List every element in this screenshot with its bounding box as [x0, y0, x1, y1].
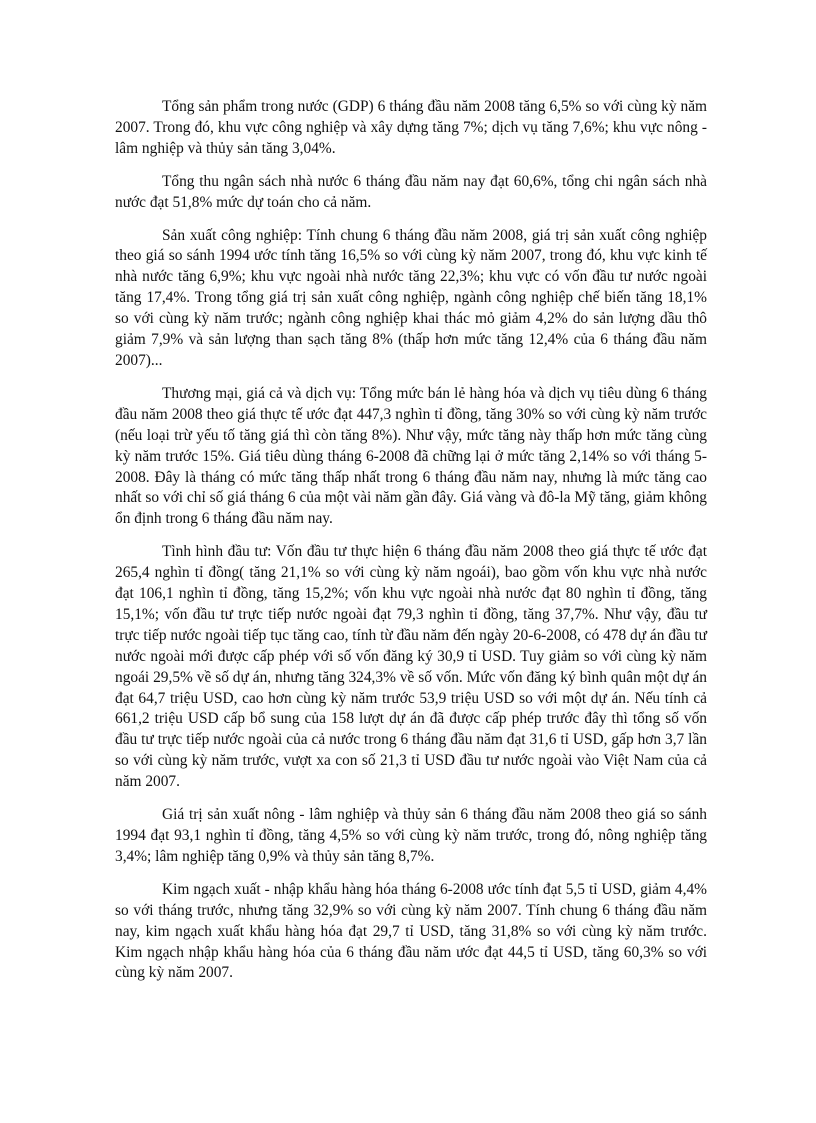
- paragraph-agriculture: Giá trị sản xuất nông - lâm nghiệp và thủy sản 6 tháng đầu năm 2008 theo giá so sánh 1994 đạt 93,1 nghìn tỉ đồng, tăng 4,5% so với cùng kỳ năm trước, trong đó, nông nghiệp tăng 3,4%; lâm nghiệp tăng 0,9% và thủy sản tăng 8,7%.: [115, 806, 707, 865]
- paragraph-budget: Tổng thu ngân sách nhà nước 6 tháng đầu năm nay đạt 60,6%, tổng chi ngân sách nhà nước đạt 51,8% mức dự toán cho cả năm.: [115, 172, 707, 211]
- paragraph-investment: Tình hình đầu tư: Vốn đầu tư thực hiện 6 tháng đầu năm 2008 theo giá thực tế ước đạt 265,4 nghìn tỉ đồng( tăng 21,1% so với cùng kỳ năm ngoái), bao gồm vốn khu vực nhà nước đạt 106,1 nghìn tỉ đồng, tăng 15,2%; vốn khu vực ngoài nhà nước đạt 80 nghìn tỉ đồng, tăng 15,1%; vốn đầu tư trực tiếp nước ngoài đạt 79,3 nghìn tỉ đồng, tăng 37,7%. Như vậy, đầu tư trực tiếp nước ngoài tiếp tục tăng cao, tính từ đầu năm đến ngày 20-6-2008, có 478 dự án đầu tư nước ngoài mới được cấp phép với số vốn đăng ký 30,9 tỉ USD. Tuy giảm so với cùng kỳ năm ngoái 29,5% về số dự án, nhưng tăng 324,3% về số vốn. Mức vốn đăng ký bình quân một dự án đạt 64,7 triệu USD, cao hơn cùng kỳ năm trước 53,9 triệu USD so với một dự án. Nếu tính cả 661,2 triệu USD cấp bổ sung của 158 lượt dự án đã được cấp phép trước đây thì tổng số vốn đầu tư trực tiếp nước ngoài của cả nước trong 6 tháng đầu năm đạt 31,6 tỉ USD, gấp hơn 3,7 lần so với cùng kỳ năm trước, vượt xa con số 21,3 tỉ USD đầu tư nước ngoài vào Việt Nam của cả năm 2007.: [115, 543, 707, 791]
- paragraph-import-export: Kim ngạch xuất - nhập khẩu hàng hóa tháng 6-2008 ước tính đạt 5,5 tỉ USD, giảm 4,4% so với tháng trước, nhưng tăng 32,9% so với cùng kỳ năm 2007. Tính chung 6 tháng đầu năm nay, kim ngạch xuất khẩu hàng hóa đạt 29,7 tỉ USD, tăng 31,8% so với cùng kỳ năm trước. Kim ngạch nhập khẩu hàng hóa của 6 tháng đầu năm ước đạt 44,5 tỉ USD, tăng 60,3% so với cùng kỳ năm 2007.: [115, 880, 707, 982]
- paragraph-gdp: Tổng sản phẩm trong nước (GDP) 6 tháng đầu năm 2008 tăng 6,5% so với cùng kỳ năm 2007. Trong đó, khu vực công nghiệp và xây dựng tăng 7%; dịch vụ tăng 7,6%; khu vực nông - lâm nghiệp và thủy sản tăng 3,04%.: [115, 98, 707, 157]
- paragraph-trade-prices: Thương mại, giá cả và dịch vụ: Tổng mức bán lẻ hàng hóa và dịch vụ tiêu dùng 6 tháng đầu năm 2008 theo giá thực tế ước đạt 447,3 nghìn tỉ đồng, tăng 30% so với cùng kỳ năm trước (nếu loại trừ yếu tố tăng giá thì còn tăng 8%). Như vậy, mức tăng này thấp hơn mức tăng cùng kỳ năm trước 15%. Giá tiêu dùng tháng 6-2008 đã chững lại ở mức tăng 2,14% so với tháng 5-2008. Đây là tháng có mức tăng thấp nhất trong 6 tháng đầu năm nay, nhưng là mức tăng cao nhất so với chỉ số giá tháng 6 của một vài năm gần đây. Giá vàng và đô-la Mỹ tăng, giảm không ổn định trong 6 tháng đầu năm nay.: [115, 384, 707, 528]
- paragraph-industry: Sản xuất công nghiệp: Tính chung 6 tháng đầu năm 2008, giá trị sản xuất công nghiệp theo giá so sánh 1994 ước tính tăng 16,5% so với cùng kỳ năm 2007, trong đó, khu vực kinh tế nhà nước tăng 6,9%; khu vực ngoài nhà nước tăng 22,3%; khu vực có vốn đầu tư nước ngoài tăng 17,4%. Trong tổng giá trị sản xuất công nghiệp, ngành công nghiệp chế biến tăng 18,1% so với cùng kỳ năm trước; ngành công nghiệp khai thác mỏ giảm 4,2% do sản lượng dầu thô giảm 7,9% và sản lượng than sạch tăng 8% (thấp hơn mức tăng 12,4% của 6 tháng đầu năm 2007)...: [115, 226, 707, 369]
- document-body: [115, 97, 707, 996]
